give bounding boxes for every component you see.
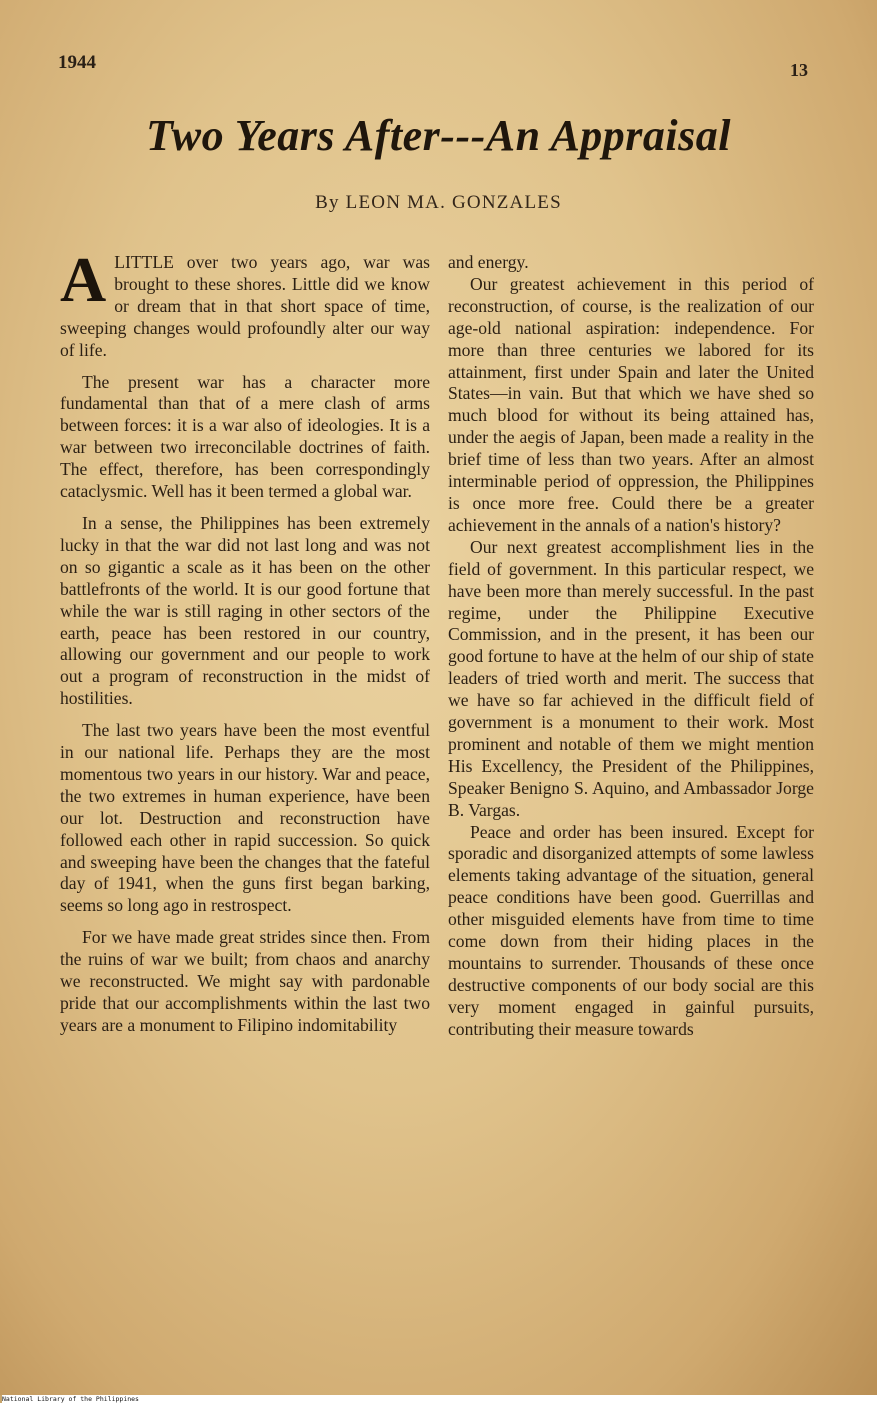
paragraph: and energy. bbox=[448, 252, 529, 272]
paragraph: Peace and order has been insured. Except for sporadic and disorganized attempts of some lawless elements taking advantage of the situation, general peace conditions have been good. Guerrillas and other misguided elements have from time to time come down from their hiding places in the mountains to surrender. Thousands of these once destructive components of our body social are this very moment engaged in gainful pursuits, contributing their measure towards bbox=[448, 821, 814, 1039]
paragraph: In a sense, the Philippines has been extremely lucky in that the war did not last long and was not on so gigantic a scale as it has been on the other battlefronts of the world. It is our good fortune that while the war is still raging in other sectors of the earth, peace has been restored in our country, allowing our government and our people to work out a program of reconstruction in the midst of hostilities. bbox=[60, 512, 430, 709]
drop-cap: A bbox=[60, 244, 107, 315]
paragraph: For we have made great strides since then. From the ruins of war we built; from chaos and anarchy we reconstructed. We might say with pardonable pride that our accomplishments within the last two years are a monument to Filipino indomitability bbox=[60, 927, 430, 1035]
paragraph: The last two years have been the most eventful in our national life. Perhaps they are the most momentous two years in our history. War and peace, the two extremes in human experience, have been our lot. Destruction and reconstruction have followed each other in rapid succession. So quick and sweeping have been the changes that the fateful day of 1941, when the guns first began barking, seems so long ago in restrospect. bbox=[60, 720, 430, 916]
paragraph: The present war has a character more fundamental than that of a mere clash of arms between forces: it is a war also of ideologies. It is a war between two irreconcilable doctrines of faith. The effect, therefore, has been correspondingly cataclysmic. Well has it been termed a global war. bbox=[60, 371, 430, 502]
article-title: Two Years After---An Appraisal bbox=[145, 111, 731, 160]
paragraph bbox=[60, 244, 430, 362]
right-column bbox=[448, 252, 814, 1041]
left-column bbox=[60, 244, 430, 1047]
page-number: 13 bbox=[790, 60, 808, 80]
library-credit: National Library of the Philippines bbox=[2, 1395, 877, 1403]
paragraph-text: LITTLE over two years ago, war was brought to these shores. Little did we know or dream that in that short space of time, sweeping changes would profoundly alter our way of life. bbox=[60, 252, 430, 360]
page-year: 1944 bbox=[58, 52, 96, 73]
article-byline: By LEON MA. GONZALES bbox=[315, 192, 562, 213]
paragraph: Our greatest achievement in this period of reconstruction, of course, is the realization of our age-old national aspiration: independence. For more than three centuries we labored for its attainment, first under Spain and later the United States—in vain. But that which we have shed so much blood for without its being attained has, under the aegis of Japan, been made a reality in the brief time of less than two years. After an almost interminable period of oppression, the Philippines is once more free. Could there be a greater achievement in the annals of a nation's history? bbox=[448, 273, 814, 535]
paragraph: Our next greatest accomplishment lies in the field of government. In this particular respect, we have been more than merely successful. In the past regime, under the Philippine Executive Commission, and in the present, it has been our good fortune to have at the helm of our ship of state leaders of tried worth and merit. The success that we have so far achieved in the difficult field of government is a monument to their work. Most prominent and notable of them we might mention His Excellency, the President of the Philippines, Speaker Benigno S. Aquino, and Ambassador Jorge B. Vargas. bbox=[448, 536, 814, 820]
